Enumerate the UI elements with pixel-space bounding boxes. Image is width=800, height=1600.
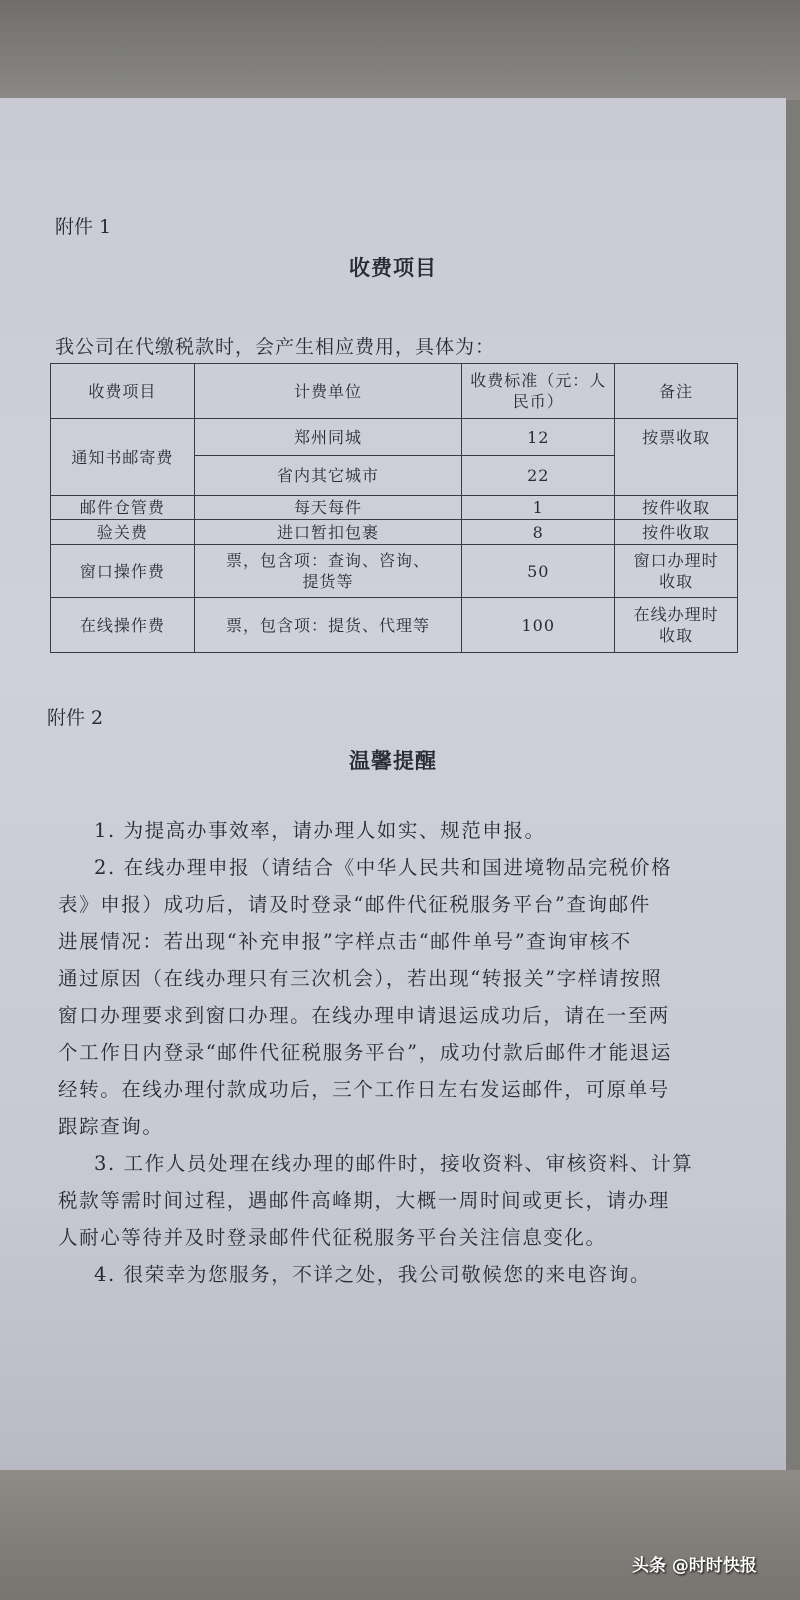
note-cell: 按票收取 — [615, 419, 738, 496]
item-cell: 邮件仓管费 — [51, 496, 195, 520]
attachment1-label: 附件 1 — [55, 216, 112, 238]
table-header-row — [51, 364, 738, 419]
reminder-item-2: 2. 在线办理申报（请结合《中华人民共和国进境物品完税价格 表》申报）成功后，请及时登录“邮件代征税服务平台”查询邮件 进展情况：若出现“补充申报”字样点击“邮件单号”查询审核不 通过原因（在线办理只有三次机会），若出现“转报关”字样请按照 窗口办理要求到窗口办理。在线办理申请退运成功后，请在一至两 个工作日内登录“邮件代征税服务平台”，成功付款后邮件才能退运 经转。在线办理付款成功后，三个工作日左右发运邮件，可原单号 跟踪查询。 — [58, 856, 673, 1138]
item-cell: 验关费 — [51, 520, 195, 545]
unit-cell: 票，包含项：提货、代理等 — [194, 598, 462, 653]
background-bottom — [0, 1470, 800, 1600]
header-cell: 备注 — [615, 364, 738, 419]
fee-cell: 8 — [462, 520, 615, 545]
reminder-list — [58, 812, 748, 1293]
item-cell: 通知书邮寄费 — [51, 419, 195, 496]
header-cell: 收费标准（元：人民币） — [462, 364, 615, 419]
header-cell: 计费单位 — [194, 364, 462, 419]
note-cell: 按件收取 — [615, 520, 738, 545]
table-row — [51, 520, 738, 545]
header-cell: 收费项目 — [51, 364, 195, 419]
fee-cell: 100 — [462, 598, 615, 653]
table-row — [51, 419, 738, 456]
unit-cell: 票，包含项：查询、咨询、提货等 — [194, 545, 462, 598]
fee-cell: 12 — [462, 419, 615, 456]
item-cell: 窗口操作费 — [51, 545, 195, 598]
fee-cell: 50 — [462, 545, 615, 598]
unit-cell: 每天每件 — [194, 496, 462, 520]
fee-cell: 1 — [462, 496, 615, 520]
reminder-item-4: 4. 很荣幸为您服务，不详之处，我公司敬候您的来电咨询。 — [94, 1263, 652, 1286]
attachment1-title: 收费项目 — [349, 255, 437, 280]
reminder-item-1: 1. 为提高办事效率，请办理人如实、规范申报。 — [94, 819, 546, 842]
attachment2-title: 温馨提醒 — [349, 748, 437, 773]
unit-cell: 进口暂扣包裹 — [194, 520, 462, 545]
background-top — [0, 0, 800, 100]
note-cell: 在线办理时收取 — [615, 598, 738, 653]
watermark: 头条 @时时快报 — [632, 1556, 757, 1576]
table-row — [51, 598, 738, 653]
intro-text: 我公司在代缴税款时，会产生相应费用，具体为： — [55, 336, 496, 358]
fee-cell: 22 — [462, 456, 615, 496]
note-cell: 窗口办理时收取 — [615, 545, 738, 598]
unit-cell: 省内其它城市 — [194, 456, 462, 496]
attachment2-label: 附件 2 — [47, 707, 104, 729]
note-cell: 按件收取 — [615, 496, 738, 520]
table-row — [51, 545, 738, 598]
table-row — [51, 496, 738, 520]
fee-table — [50, 363, 738, 653]
reminder-item-3: 3. 工作人员处理在线办理的邮件时，接收资料、审核资料、计算 税款等需时间过程，遇邮件高峰期，大概一周时间或更长，请办理 人耐心等待并及时登录邮件代征税服务平台关注信息变化。 — [58, 1152, 694, 1249]
item-cell: 在线操作费 — [51, 598, 195, 653]
unit-cell: 郑州同城 — [194, 419, 462, 456]
